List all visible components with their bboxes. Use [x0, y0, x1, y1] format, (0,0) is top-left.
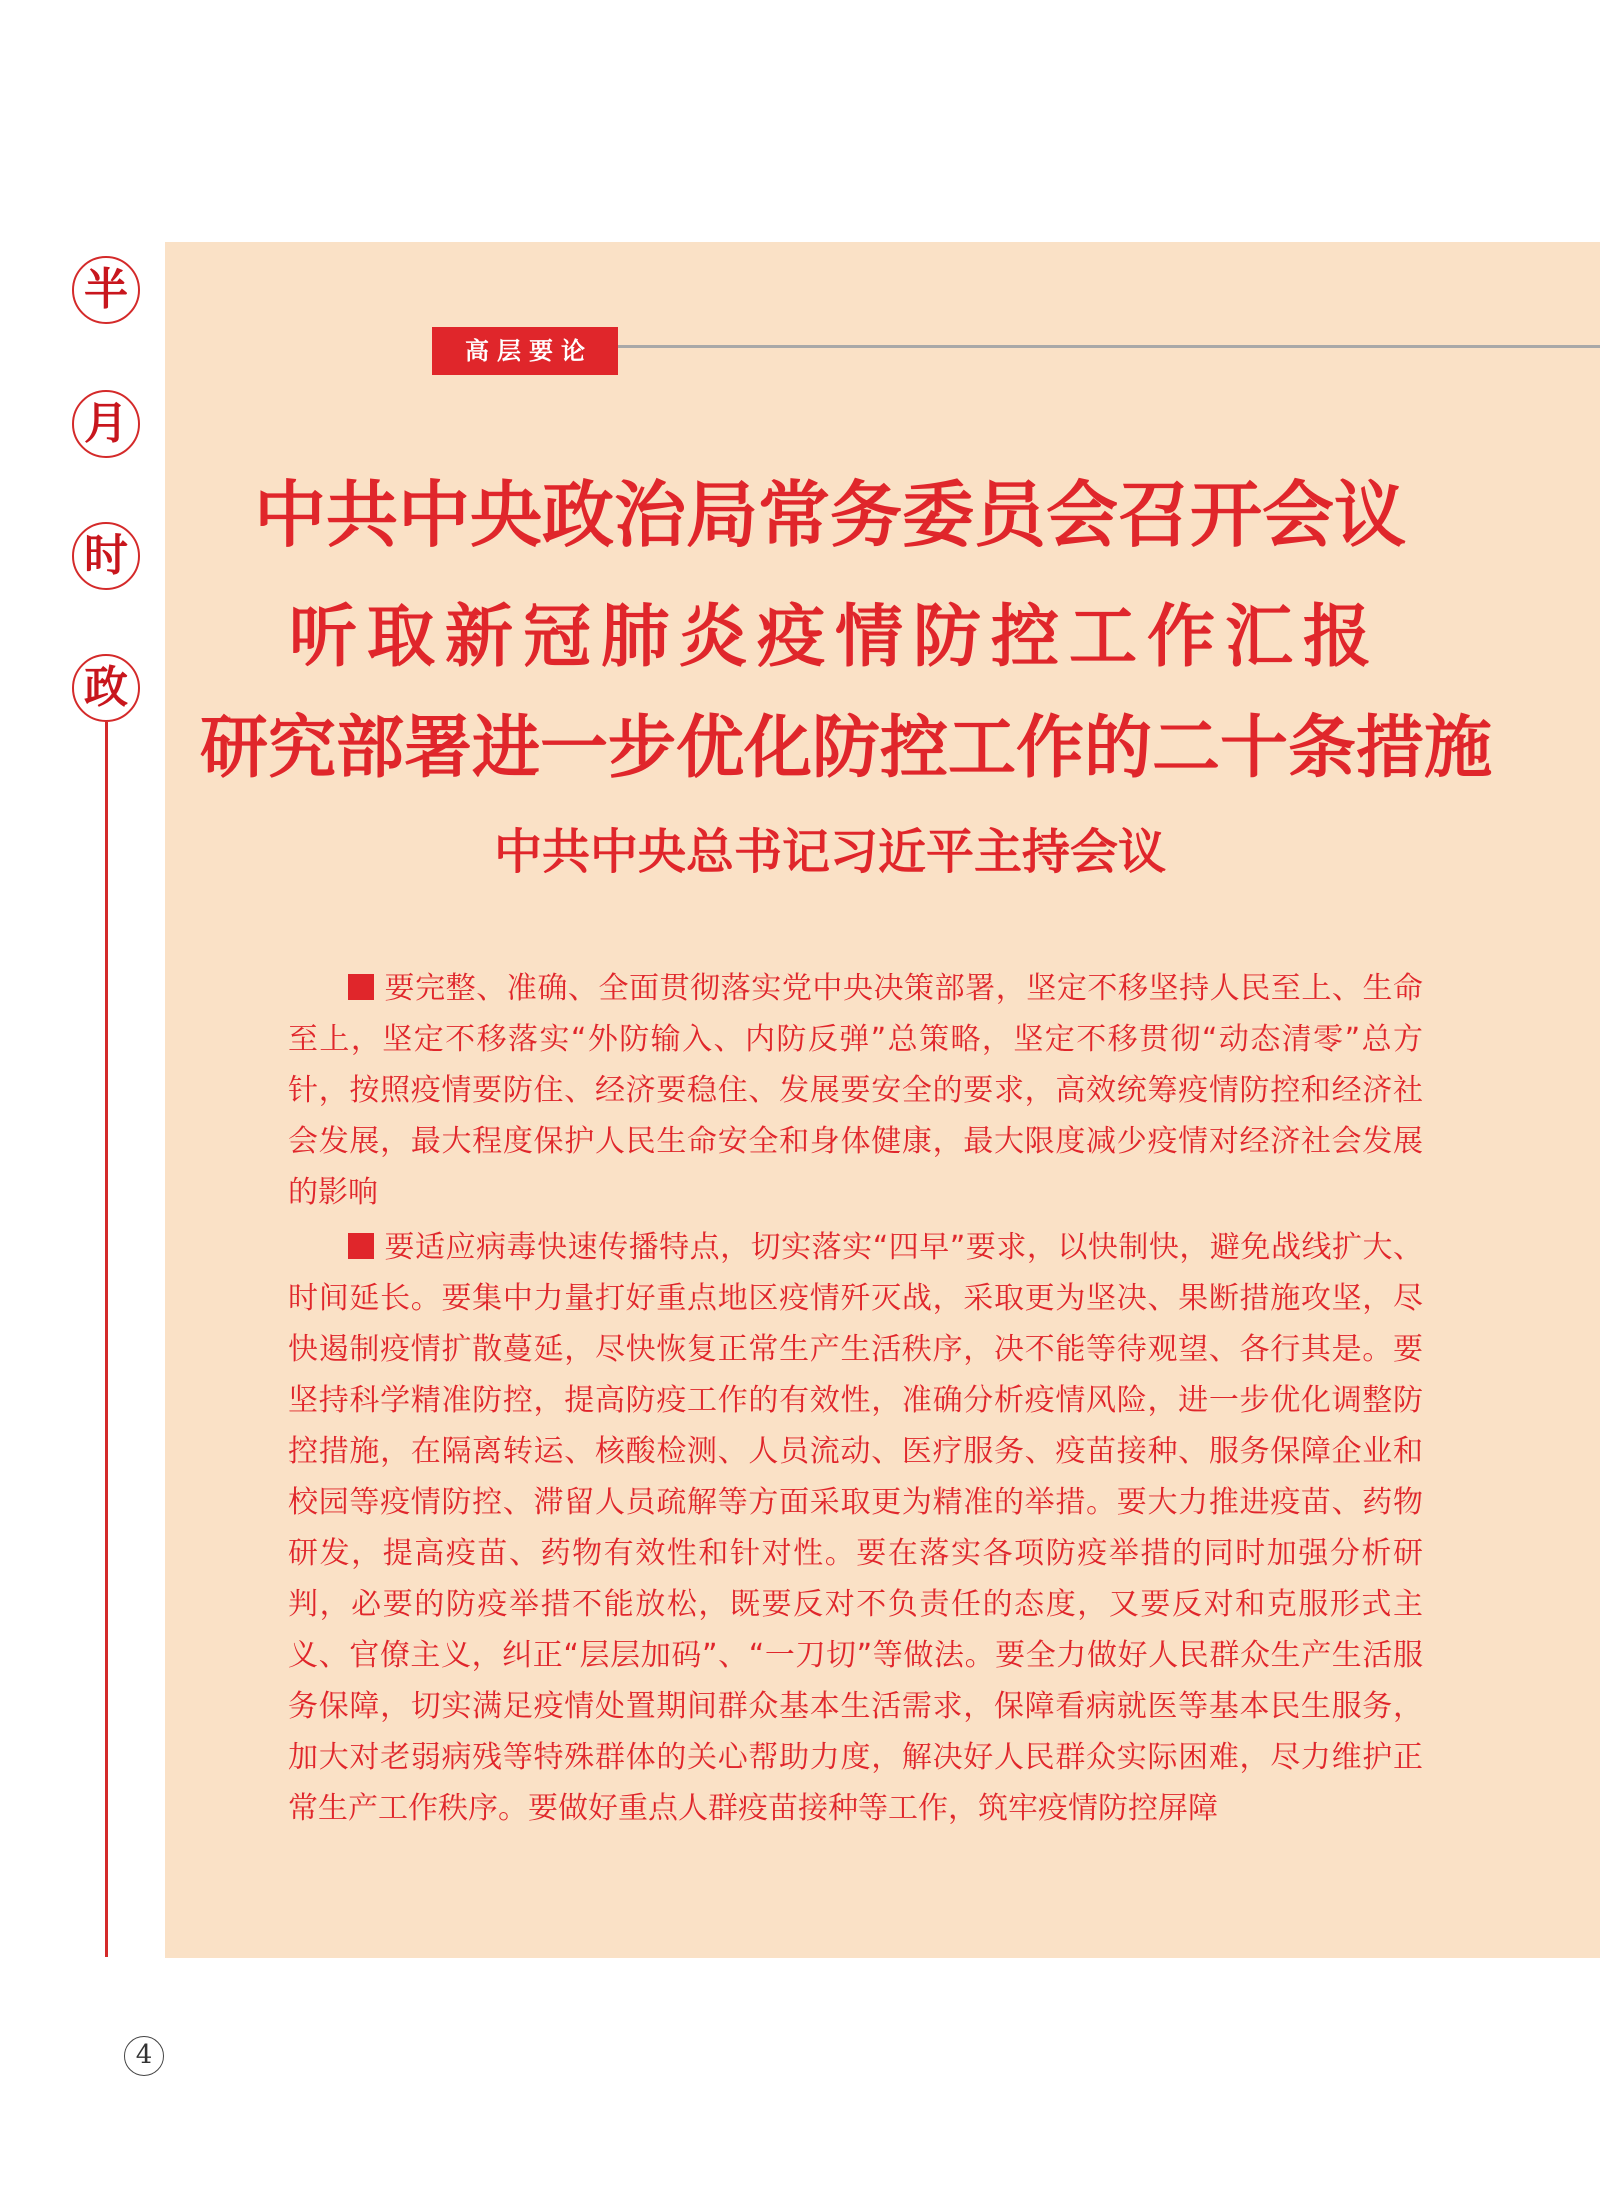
- column-char-zheng: 政: [72, 654, 140, 722]
- column-char-ban: 半: [72, 256, 140, 324]
- column-vertical-rule: [105, 722, 108, 1957]
- section-rule: [618, 345, 1600, 348]
- headline-line-1: 中共中央政治局常务委员会召开会议: [253, 473, 1406, 557]
- paragraph-1-text: 要完整、准确、全面贯彻落实党中央决策部署，坚定不移坚持人民至上、生命至上，坚定不移落实“外防输入、内防反弹”总策略，坚定不移贯彻“动态清零”总方针，按照疫情要防住、经济要稳住、发展要安全的要求，高效统筹疫情防控和经济社会发展，最大程度保护人民生命安全和身体健康，最大限度减少疫情对经济社会发展的影响: [288, 971, 1423, 1210]
- headline-line-2: 听取新冠肺炎疫情防控工作汇报: [288, 598, 1381, 677]
- column-char-shi: 时: [72, 522, 140, 590]
- headline-subtitle: 中共中央总书记习近平主持会议: [493, 824, 1166, 880]
- paragraph-2-text: 要适应病毒快速传播特点，切实落实“四早”要求，以快制快，避免战线扩大、时间延长。要集中力量打好重点地区疫情歼灭战，采取更为坚决、果断措施攻坚，尽快遏制疫情扩散蔓延，尽快恢复正常生产生活秩序，决不能等待观望、各行其是。要坚持科学精准防控，提高防疫工作的有效性，准确分析疫情风险，进一步优化调整防控措施，在隔离转运、核酸检测、人员流动、医疗服务、疫苗接种、服务保障企业和校园等疫情防控、滞留人员疏解等方面采取更为精准的举措。要大力推进疫苗、药物研发，提高疫苗、药物有效性和针对性。要在落实各项防疫举措的同时加强分析研判，必要的防疫举措不能放松，既要反对不负责任的态度，又要反对和克服形式主义、官僚主义，纠正“层层加码”、“一刀切”等做法。要全力做好人民群众生产生活服务保障，切实满足疫情处置期间群众基本生活需求，保障看病就医等基本民生服务，加大对老弱病残等特殊群体的关心帮助力度，解决好人民群众实际困难，尽力维护正常生产工作秩序。要做好重点人群疫苗接种等工作，筑牢疫情防控屏障: [288, 1230, 1423, 1826]
- column-char-yue: 月: [72, 390, 140, 458]
- paragraph-2: [288, 1222, 1423, 1834]
- article-body: [288, 963, 1423, 1834]
- square-bullet-icon: [348, 974, 374, 1000]
- page-number: 4: [124, 2036, 164, 2076]
- paragraph-1: [288, 963, 1423, 1218]
- section-tag: 高层要论: [432, 327, 618, 375]
- square-bullet-icon: [348, 1233, 374, 1259]
- headline-line-3: 研究部署进一步优化防控工作的二十条措施: [200, 709, 1493, 788]
